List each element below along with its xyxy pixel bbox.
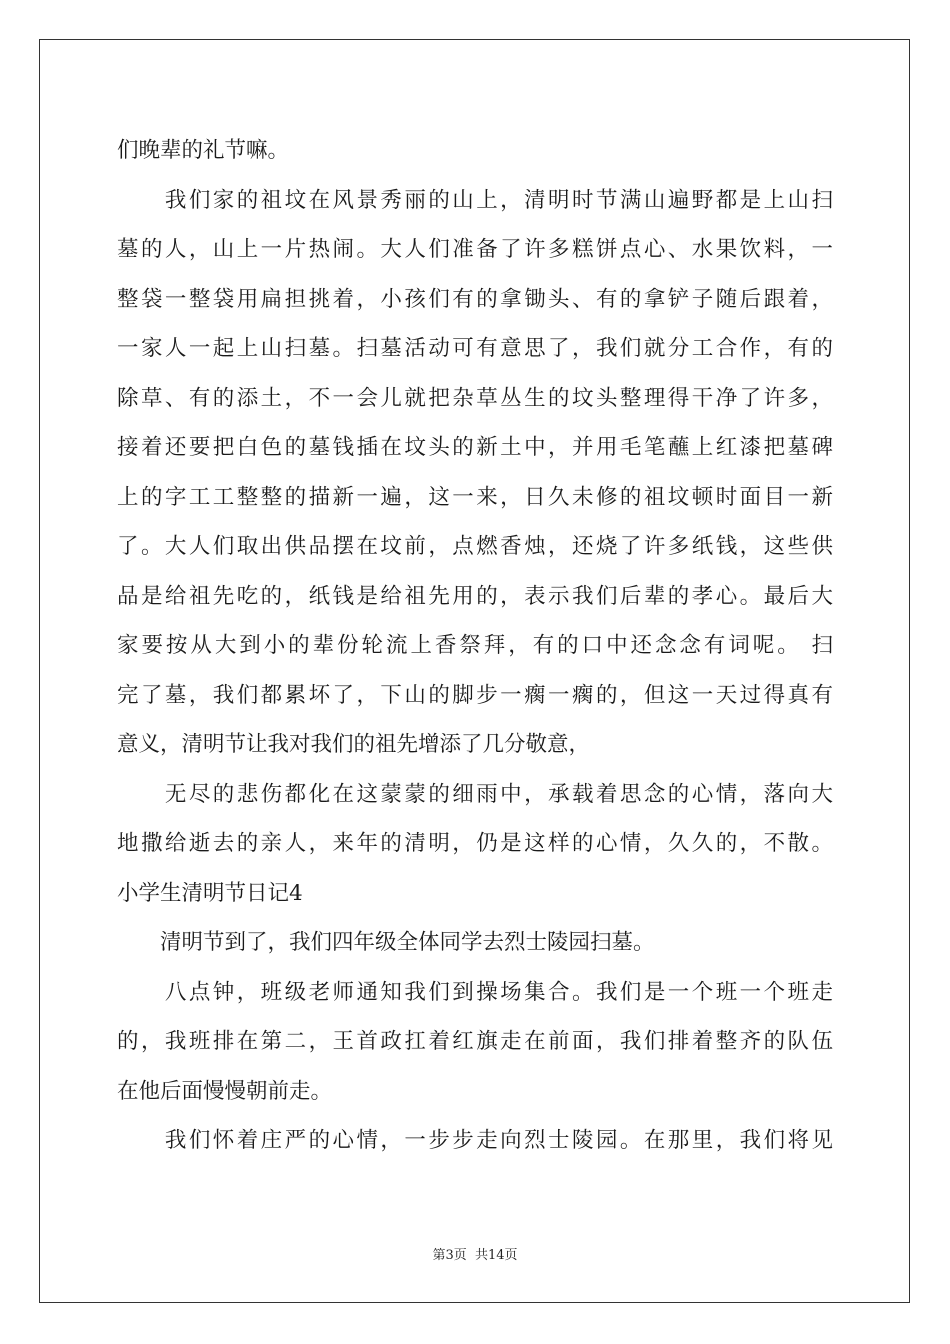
text-line: 们晚辈的礼节嘛。 <box>117 138 290 163</box>
text-line: 清明节到了，我们四年级全体同学去烈士陵园扫墓。 <box>117 930 655 955</box>
text-line: 的，我班排在第二，王首政扛着红旗走在前面，我们排着整齐的队伍 <box>117 1029 833 1054</box>
text-line: 我们家的祖坟在风景秀丽的山上，清明时节满山遍野都是上山扫 <box>117 187 833 213</box>
text-line: 上的字工工整整的描新一遍，这一来，日久未修的祖坟顿时面目一新 <box>117 484 833 510</box>
text-line: 意义，清明节让我对我们的祖先增添了几分敬意， <box>117 732 591 757</box>
page-number: 第3页 <box>432 1248 467 1263</box>
text-line: 墓的人，山上一片热闹。大人们准备了许多糕饼点心、水果饮料，一 <box>117 237 833 262</box>
text-line: 我们怀着庄严的心情，一步步走向烈士陵园。在那里，我们将见 <box>117 1128 833 1153</box>
text-line: 接着还要把白色的墓钱插在坟头的新土中，并用毛笔蘸上红漆把墓碑 <box>117 435 833 460</box>
text-line: 除草、有的添土，不一会儿就把杂草丛生的坟头整理得干净了许多， <box>117 385 833 411</box>
document-body <box>117 126 833 1166</box>
text-line: 在他后面慢慢朝前走。 <box>117 1078 333 1104</box>
page-total: 共14页 <box>474 1248 518 1263</box>
text-line: 了。大人们取出供品摆在坟前，点燃香烛，还烧了许多纸钱，这些供 <box>117 534 833 559</box>
text-line: 地撒给逝去的亲人，来年的清明，仍是这样的心情，久久的，不散。 <box>117 831 833 856</box>
text-line: 小学生清明节日记4 <box>117 880 303 906</box>
text-line: 无尽的悲伤都化在这蒙蒙的细雨中，承载着思念的心情，落向大 <box>117 781 833 807</box>
page-footer <box>0 1244 950 1263</box>
text-line: 完了墓，我们都累坏了，下山的脚步一瘸一瘸的，但这一天过得真有 <box>117 682 833 708</box>
text-line: 一家人一起上山扫墓。扫墓活动可有意思了，我们就分工合作，有的 <box>117 336 833 361</box>
text-line: 八点钟，班级老师通知我们到操场集合。我们是一个班一个班走 <box>117 979 833 1005</box>
text-line: 家要按从大到小的辈份轮流上香祭拜，有的口中还念念有词呢。 扫 <box>117 633 833 658</box>
text-line: 品是给祖先吃的，纸钱是给祖先用的，表示我们后辈的孝心。最后大 <box>117 583 833 609</box>
text-line: 整袋一整袋用扁担挑着，小孩们有的拿锄头、有的拿铲子随后跟着， <box>117 286 833 312</box>
